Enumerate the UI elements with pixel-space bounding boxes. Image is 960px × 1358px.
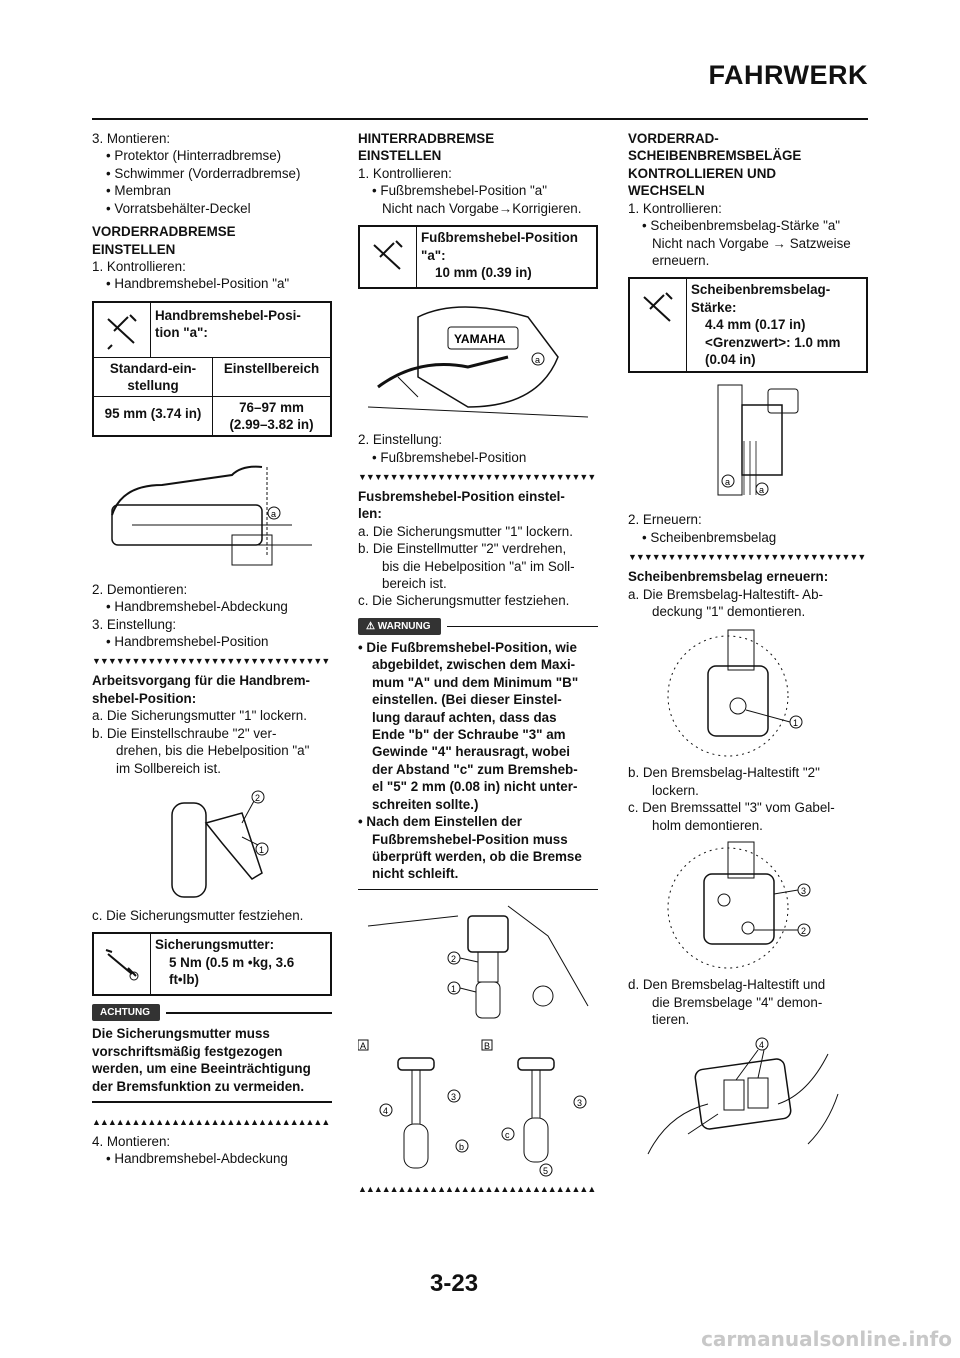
step: 3. Einstellung: (92, 616, 177, 632)
column-3 (628, 130, 868, 1172)
figure-pin-cover (628, 626, 868, 758)
step: holm demontieren. (652, 817, 763, 833)
section-heading (628, 130, 868, 200)
section-heading (358, 130, 598, 165)
callout-label: 3 (801, 886, 807, 897)
heading-line: HINTERRADBREMSE (358, 131, 495, 146)
warning-header (358, 618, 598, 635)
spec-value: 4.4 mm (0.17 in) (705, 317, 806, 333)
divider (92, 1101, 332, 1103)
subheading: shebel-Position: (92, 690, 197, 706)
page-number: 3-23 (430, 1270, 479, 1297)
figure-adjust-limits (358, 1038, 598, 1178)
achtung-badge: ACHTUNG (92, 1004, 160, 1021)
step: b. Die Einstellmutter "2" verdrehen, (358, 541, 567, 557)
spec-value: 10 mm (0.39 in) (435, 264, 532, 280)
column-2 (358, 130, 598, 1200)
warning-line: der Abstand "c" zum Bremsheb- (372, 761, 578, 777)
spec-limit: <Grenzwert>: 1.0 mm (705, 334, 841, 350)
warning-line: Gewinde "4" herausragt, wobei (372, 744, 570, 760)
warning-line: abgebildet, zwischen dem Maxi- (372, 657, 576, 673)
bullet: • Handbremshebel-Abdeckung (106, 599, 288, 615)
bullet: • Vorratsbehälter-Deckel (106, 200, 251, 216)
callout-label: 5 (543, 1166, 549, 1177)
column-1 (92, 130, 332, 1167)
callout-label: b (459, 1142, 465, 1153)
spec-value: 95 mm (3.74 in) (94, 397, 213, 437)
heading-line: VORDERRADBREMSE (92, 224, 236, 240)
warning-line: schreiten sollte.) (372, 796, 479, 812)
spec-box-pad-thickness (628, 277, 868, 373)
callout-label: 2 (451, 954, 457, 965)
bullet: • Protektor (Hinterradbremse) (106, 148, 282, 164)
spec-value: 5 Nm (0.5 m •kg, 3.6 (169, 954, 295, 970)
step: 1. Kontrollieren: (358, 165, 452, 181)
spec-box-locknut (92, 932, 332, 996)
spec-limit: (0.04 in) (705, 352, 756, 368)
warning-line: überprüft werden, ob die Bremse (372, 848, 582, 864)
wrench-icon (94, 303, 151, 357)
callout-label: 1 (793, 718, 799, 729)
bullet: • Membran (106, 183, 171, 199)
torque-wrench-icon (94, 934, 151, 994)
spec-title: Scheibenbremsbelag- (691, 282, 831, 298)
step: a. Die Bremsbelag-Haltestift- Ab- (628, 586, 823, 602)
callout-label: a (535, 355, 541, 366)
step: c. Die Sicherungsmutter festziehen. (358, 593, 570, 609)
bullet: Nicht nach Vorgabe → Satzweise (652, 235, 851, 251)
spec-title: tion "a": (155, 325, 208, 341)
callout-label: 3 (577, 1098, 583, 1109)
step: 4. Montieren: (92, 1133, 171, 1149)
warning-line: • Nach dem Einstellen der (358, 814, 522, 830)
spec-value: ft•lb) (169, 972, 199, 988)
step: 2. Erneuern: (628, 512, 702, 528)
step: bis die Hebelposition "a" im Soll- (382, 558, 575, 574)
spec-box-footbrake (358, 225, 598, 289)
wrench-icon (360, 227, 417, 287)
subheading: Fusbremshebel-Position einstel- (358, 488, 565, 504)
warning-line: einstellen. (Bei dieser Einstel- (372, 692, 562, 708)
spec-title: Fußbremshebel-Position (421, 230, 578, 246)
step: tieren. (652, 1012, 690, 1028)
spec-col-header: Einstellbereich (223, 360, 320, 376)
spec-title: Stärke: (691, 299, 737, 315)
spec-col-header: stellung (127, 378, 179, 394)
triangle-divider: ▼▼▼▼▼▼▼▼▼▼▼▼▼▼▼▼▼▼▼▼▼▼▼▼▼▼▼▼▼▼ (358, 471, 596, 482)
heading-line: KONTROLLIEREN UND (628, 165, 777, 181)
warning-line: Ende "b" der Schraube "3" am (372, 727, 566, 743)
callout-label: a (271, 508, 277, 519)
warning-line: lung darauf achten, dass das (372, 709, 557, 725)
spec-value: (2.99–3.82 in) (229, 417, 314, 433)
step: b. Die Einstellschraube "2" ver- (92, 725, 277, 741)
spec-box-handbrake (92, 301, 332, 437)
heading-line: SCHEIBENBREMSBELÄGE (628, 148, 802, 164)
callout-label: 3 (451, 1092, 457, 1103)
spec-title: Sicherungsmutter: (155, 937, 275, 953)
step: 3. Montieren: (92, 131, 171, 146)
bullet: • Fußbremshebel-Position "a" (372, 183, 547, 199)
step: 2. Demontieren: (92, 581, 188, 597)
step: 2. Einstellung: (358, 432, 443, 448)
step: c. Die Sicherungsmutter festziehen. (92, 908, 304, 924)
bullet: • Handbremshebel-Position "a" (106, 276, 290, 292)
callout-label: 4 (759, 1040, 765, 1051)
spec-col-header: Standard-ein- (109, 360, 197, 376)
figure-footbrake-pedal (358, 297, 598, 425)
caution-text: der Bremsfunktion zu vermeiden. (92, 1078, 305, 1094)
figure-brake-pad-thickness (628, 381, 868, 505)
bullet: • Scheibenbremsbelag-Stärke "a" (642, 218, 841, 234)
triangle-divider: ▼▼▼▼▼▼▼▼▼▼▼▼▼▼▼▼▼▼▼▼▼▼▼▼▼▼▼▼▼▼ (628, 552, 866, 563)
warning-line: • Die Fußbremshebel-Position, wie (358, 639, 577, 655)
warning-text (358, 639, 598, 883)
warning-line: Fußbremshebel-Position muss (372, 831, 568, 847)
figure-label: B (484, 1041, 491, 1052)
step: im Sollbereich ist. (116, 760, 221, 776)
bullet: • Schwimmer (Vorderradbremse) (106, 165, 301, 181)
spec-title: "a": (421, 247, 446, 263)
spec-value: 76–97 mm (239, 399, 304, 415)
divider (358, 889, 598, 891)
figure-pad-removal (628, 1034, 868, 1166)
step: 1. Kontrollieren: (628, 200, 722, 216)
bullet: • Fußbremshebel-Position (372, 449, 527, 465)
triangle-divider: ▲▲▲▲▲▲▲▲▲▲▲▲▲▲▲▲▲▲▲▲▲▲▲▲▲▲▲▲▲▲ (92, 1116, 330, 1127)
callout-label: 2 (255, 793, 261, 804)
callout-label: 1 (451, 984, 457, 995)
brand-logo: YAMAHA (454, 332, 506, 347)
bullet: • Handbremshebel-Abdeckung (106, 1151, 288, 1167)
callout-label: a (759, 485, 765, 496)
warning-line: mum "A" und dem Minimum "B" (372, 674, 579, 690)
heading-line: VORDERRAD- (628, 131, 719, 146)
heading-line: WECHSELN (628, 183, 705, 199)
step: a. Die Sicherungsmutter "1" lockern. (358, 523, 573, 539)
triangle-divider: ▼▼▼▼▼▼▼▼▼▼▼▼▼▼▼▼▼▼▼▼▼▼▼▼▼▼▼▼▼▼ (92, 656, 330, 667)
warning-badge (358, 618, 441, 635)
section-heading (92, 223, 332, 258)
bullet: erneuern. (652, 252, 710, 268)
subheading: Scheibenbremsbelag erneuern: (628, 569, 829, 585)
bullet: • Scheibenbremsbelag (642, 529, 777, 545)
warning-triangle-icon: ⚠ (366, 620, 375, 632)
step: d. Den Bremsbelag-Haltestift und (628, 977, 826, 993)
step: lockern. (652, 782, 699, 798)
callout-label: a (725, 477, 731, 488)
header-rule (92, 118, 868, 120)
warning-line: el "5" 2 mm (0.08 in) nicht unter- (372, 779, 578, 795)
warning-line: nicht schleift. (372, 866, 459, 882)
figure-label: A (360, 1041, 367, 1052)
caution-text: werden, um eine Beeinträchtigung (92, 1061, 311, 1077)
bullet: Nicht nach Vorgabe→Korrigieren. (382, 200, 582, 216)
figure-adjust-screw (92, 783, 332, 901)
figure-caliper-removal (628, 840, 868, 970)
page-title: FAHRWERK (708, 60, 868, 90)
caution-text: vorschriftsmäßig festgezogen (92, 1043, 283, 1059)
bullet: • Handbremshebel-Position (106, 634, 269, 650)
step: bereich ist. (382, 576, 447, 592)
step: a. Die Sicherungsmutter "1" lockern. (92, 708, 307, 724)
spec-title: Handbremshebel-Posi- (155, 307, 301, 323)
watermark: carmanualsonline.info (701, 1327, 952, 1351)
step: 1. Kontrollieren: (92, 258, 186, 274)
step: c. Den Bremssattel "3" vom Gabel- (628, 800, 835, 816)
step: b. Den Bremsbelag-Haltestift "2" (628, 765, 820, 781)
step: drehen, bis die Hebelposition "a" (116, 743, 310, 759)
subheading: Arbeitsvorgang für die Handbrem- (92, 673, 310, 689)
heading-line: EINSTELLEN (92, 241, 176, 257)
caution-header (92, 1004, 332, 1021)
figure-master-cylinder (358, 896, 598, 1032)
callout-label: 4 (383, 1106, 389, 1117)
subheading: len: (358, 506, 382, 522)
wrench-icon (630, 279, 687, 371)
warning-label: WARNUNG (377, 620, 431, 632)
heading-line: EINSTELLEN (358, 148, 442, 164)
callout-label: 2 (801, 926, 807, 937)
caution-text: Die Sicherungsmutter muss (92, 1026, 270, 1042)
callout-label: 1 (259, 845, 265, 856)
triangle-divider: ▲▲▲▲▲▲▲▲▲▲▲▲▲▲▲▲▲▲▲▲▲▲▲▲▲▲▲▲▲▲ (358, 1184, 596, 1195)
step: deckung "1" demontieren. (652, 604, 806, 620)
step: die Bremsbelage "4" demon- (652, 994, 823, 1010)
callout-label: c (505, 1130, 510, 1141)
figure-handbrake-lever (92, 445, 332, 575)
